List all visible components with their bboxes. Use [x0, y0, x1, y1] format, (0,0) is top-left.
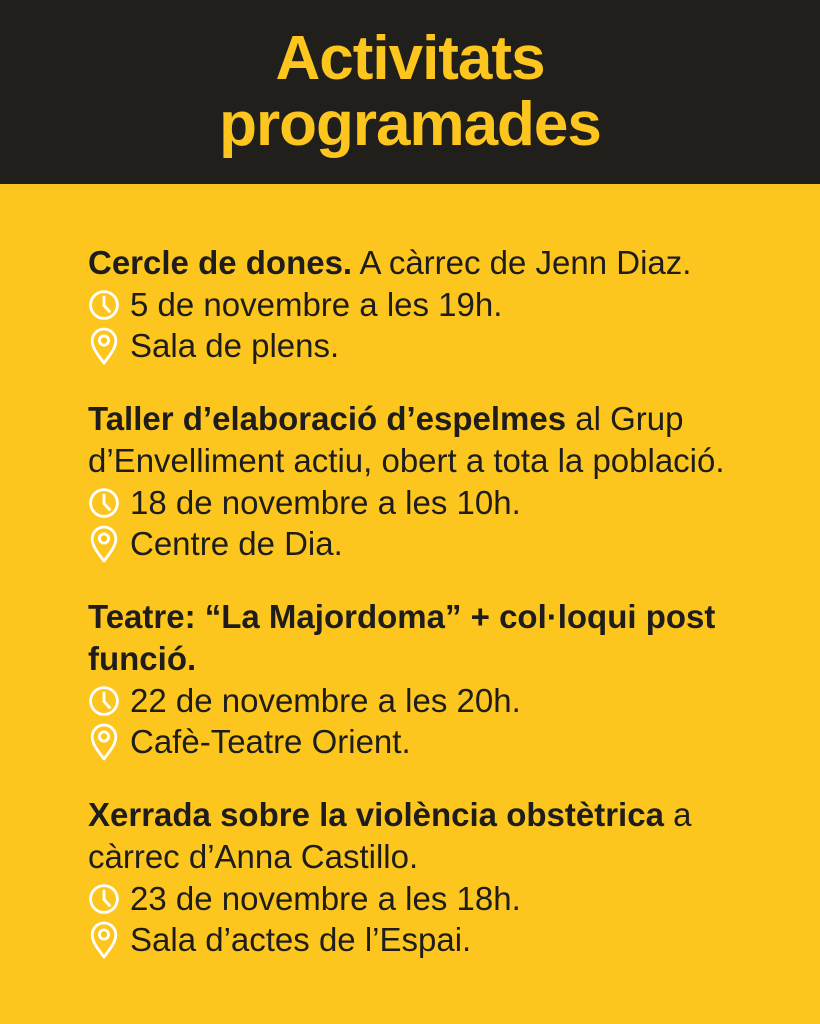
- event-title-line: [88, 836, 790, 878]
- location-pin-icon: [88, 721, 120, 762]
- page-title-line-2: programades: [219, 90, 601, 159]
- clock-icon: [88, 284, 120, 325]
- event-time-row: [88, 878, 790, 919]
- event-item: [88, 242, 790, 366]
- event-title: [88, 596, 790, 680]
- event-place-text: Sala d’actes de l’Espai.: [130, 921, 472, 958]
- event-title-rest: d’Envelliment actiu, obert a tota la població.: [88, 442, 725, 479]
- event-title-line: [88, 440, 790, 482]
- event-title-bold: Taller d’elaboració d’espelmes: [88, 400, 567, 437]
- event-title-bold: Teatre: “La Majordoma” + col·loqui post: [88, 598, 716, 635]
- event-title-line: [88, 794, 790, 836]
- event-title: [88, 398, 790, 482]
- poster-header: [0, 0, 820, 184]
- event-time-row: [88, 284, 790, 325]
- event-title-line: [88, 398, 790, 440]
- events-list: [88, 242, 790, 960]
- event-title-line: [88, 638, 790, 680]
- event-title-rest: A càrrec de Jenn Diaz.: [352, 244, 692, 281]
- location-pin-icon: [88, 919, 120, 960]
- page-title-line-1: Activitats: [275, 24, 545, 93]
- event-place-row: [88, 919, 790, 960]
- clock-icon: [88, 482, 120, 523]
- event-item: [88, 794, 790, 960]
- event-time-text: 22 de novembre a les 20h.: [130, 682, 521, 719]
- event-place-row: [88, 721, 790, 762]
- clock-icon: [88, 680, 120, 721]
- event-time-row: [88, 482, 790, 523]
- event-item: [88, 596, 790, 762]
- event-title: [88, 794, 790, 878]
- event-title-line: [88, 242, 790, 284]
- event-title-bold: Cercle de dones.: [88, 244, 353, 281]
- event-time-text: 5 de novembre a les 19h.: [130, 286, 503, 323]
- clock-icon: [88, 878, 120, 919]
- event-place-row: [88, 523, 790, 564]
- event-title-rest: a: [663, 796, 692, 833]
- event-place-text: Cafè-Teatre Orient.: [130, 723, 411, 760]
- event-place-text: Centre de Dia.: [130, 525, 343, 562]
- event-item: [88, 398, 790, 564]
- event-time-row: [88, 680, 790, 721]
- event-title-line: [88, 596, 790, 638]
- event-title: [88, 242, 790, 284]
- event-time-text: 23 de novembre a les 18h.: [130, 880, 521, 917]
- event-title-rest: càrrec d’Anna Castillo.: [88, 838, 419, 875]
- event-place-text: Sala de plens.: [130, 327, 340, 364]
- location-pin-icon: [88, 523, 120, 564]
- location-pin-icon: [88, 325, 120, 366]
- event-place-row: [88, 325, 790, 366]
- event-title-bold: funció.: [88, 640, 197, 677]
- event-time-text: 18 de novembre a les 10h.: [130, 484, 521, 521]
- event-title-rest: al Grup: [566, 400, 684, 437]
- event-title-bold: Xerrada sobre la violència obstètrica: [88, 796, 664, 833]
- events-section: [0, 184, 820, 1024]
